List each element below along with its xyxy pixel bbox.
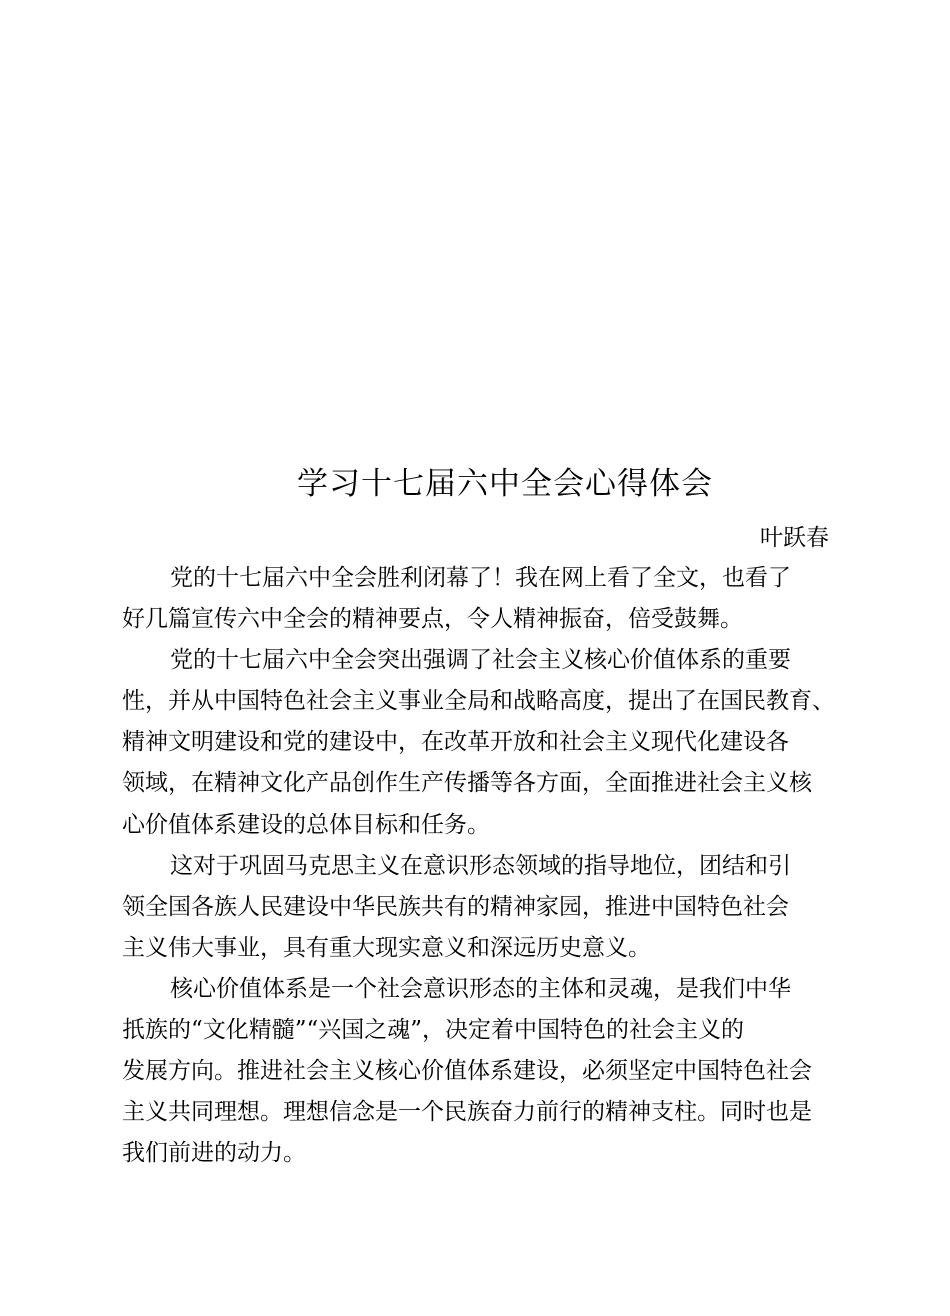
paragraph-line: 我们前进的动力。 [122,1140,306,1167]
paragraph-line: 精神文明建设和党的建设中，在改革开放和社会主义现代化建设各 [122,729,789,756]
paragraph-line: 好几篇宣传六中全会的精神要点，令人精神振奋，倍受鼓舞。 [122,606,743,633]
author-name: 叶跃春 [760,525,829,551]
paragraph-line: 发展方向。推进社会主义核心价值体系建设，必须坚定中国特色社会 [122,1058,812,1085]
paragraph-line: 领全国各族人民建设中华民族共有的精神家园，推进中国特色社会 [122,893,789,920]
paragraph-line: 主义共同理想。理想信念是一个民族奋力前行的精神支柱。同时也是 [122,1099,812,1126]
paragraph-line: 主义伟大事业，具有重大现实意义和深远历史意义。 [122,934,651,961]
document-title: 学习十七届六中全会心得体会 [297,466,713,502]
document-body [122,558,835,1174]
paragraph-line: 党的十七届六中全会胜利闭幕了！我在网上看了全文，也看了 [170,565,791,591]
paragraph-line: 领域，在精神文化产品创作生产传播等各方面，全面推进社会主义核 [122,770,812,797]
paragraph-line: 心价值体系建设的总体目标和任务。 [122,811,490,838]
paragraph-line: 党的十七届六中全会突出强调了社会主义核心价值体系的重要 [170,647,791,674]
paragraph-line: 扺族的“文化精髓”“兴国之魂”，决定着中国特色的社会主义的 [122,1017,745,1044]
paragraph-line: 这对于巩固马克思主义在意识形态领域的指导地位，团结和引 [170,852,791,879]
paragraph-line: 性，并从中国特色社会主义事业全局和战略高度，提出了在国民教育、 [122,688,835,715]
paragraph-line: 核心价值体系是一个社会意识形态的主体和灵魂，是我们中华 [170,975,791,1002]
